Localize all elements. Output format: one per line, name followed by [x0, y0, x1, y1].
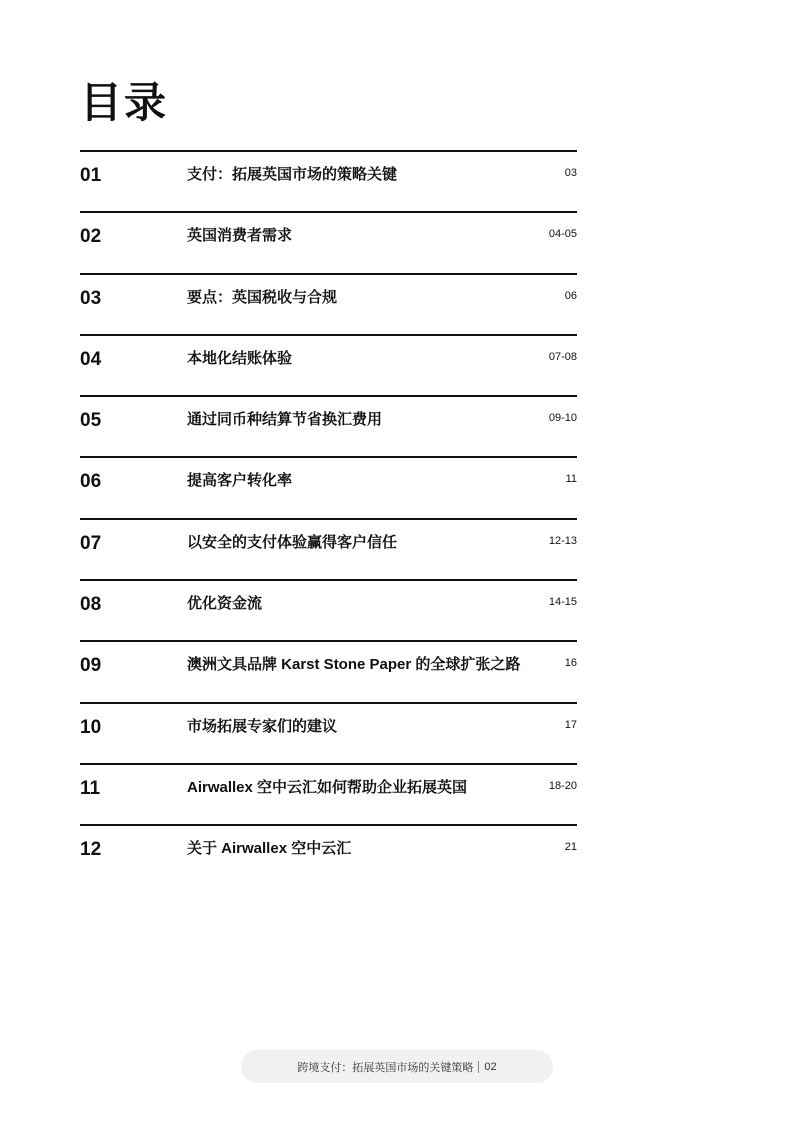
toc-item-page: 18-20 — [548, 779, 577, 792]
toc-item-page: 04-05 — [548, 228, 577, 241]
toc-item-10[interactable] — [80, 702, 577, 763]
toc-item-number: 10 — [80, 716, 102, 738]
toc-item-number: 04 — [80, 348, 102, 370]
toc-item-label[interactable]: 要点：英国税收与合规 — [187, 288, 338, 306]
footer-badge — [241, 1050, 553, 1083]
toc-item-label[interactable]: 通过同币种结算节省换汇费用 — [187, 411, 383, 429]
toc-item-number: 02 — [80, 226, 102, 248]
toc-item-page: 03 — [564, 167, 577, 179]
toc-item-label[interactable]: 提高客户转化率 — [187, 472, 293, 490]
table-of-contents — [80, 150, 577, 886]
toc-item-label[interactable]: 市场拓展专家们的建议 — [187, 717, 338, 735]
footer-doc-title: 跨境支付：拓展英国市场的关键策略 — [297, 1061, 474, 1074]
toc-item-number: 09 — [80, 655, 102, 677]
toc-item-01[interactable] — [80, 150, 577, 211]
toc-item-page: 14-15 — [548, 596, 577, 609]
toc-item-label[interactable]: 关于 Airwallex 空中云汇 — [187, 840, 352, 858]
toc-item-06[interactable] — [80, 456, 577, 517]
toc-item-page: 06 — [564, 289, 577, 302]
toc-item-page: 17 — [564, 718, 577, 731]
toc-item-07[interactable] — [80, 518, 577, 579]
footer-divider — [478, 1061, 479, 1073]
toc-item-number: 01 — [80, 165, 102, 186]
toc-item-11[interactable] — [80, 763, 577, 824]
toc-item-number: 08 — [80, 594, 102, 616]
toc-item-number: 05 — [80, 410, 102, 432]
toc-item-page: 16 — [564, 657, 577, 670]
toc-item-12[interactable] — [80, 824, 577, 885]
toc-item-05[interactable] — [80, 395, 577, 456]
toc-item-04[interactable] — [80, 334, 577, 395]
toc-item-label[interactable]: 英国消费者需求 — [187, 227, 293, 245]
toc-item-number: 06 — [80, 471, 102, 493]
toc-item-number: 03 — [80, 287, 102, 309]
toc-item-page: 12-13 — [548, 534, 577, 547]
page-title: 目录 — [80, 79, 169, 126]
toc-item-number: 11 — [80, 777, 101, 799]
toc-item-number: 07 — [80, 532, 102, 554]
toc-item-08[interactable] — [80, 579, 577, 640]
toc-item-page: 11 — [565, 473, 577, 486]
toc-item-label[interactable]: Airwallex 空中云汇如何帮助企业拓展英国 — [187, 778, 468, 796]
toc-item-page: 21 — [564, 841, 577, 854]
toc-item-number: 12 — [80, 839, 102, 861]
toc-item-page: 07-08 — [548, 350, 577, 363]
toc-item-label[interactable]: 本地化结账体验 — [187, 349, 293, 367]
toc-item-09[interactable] — [80, 640, 577, 701]
toc-item-page: 09-10 — [548, 412, 577, 425]
toc-item-label[interactable]: 优化资金流 — [187, 595, 263, 613]
toc-item-02[interactable] — [80, 211, 577, 272]
toc-item-label[interactable]: 支付：拓展英国市场的策略关键 — [187, 166, 398, 183]
footer-page-number: 02 — [484, 1060, 497, 1073]
toc-item-03[interactable] — [80, 273, 577, 334]
toc-item-label[interactable]: 以安全的支付体验赢得客户信任 — [187, 533, 398, 551]
toc-item-label[interactable]: 澳洲文具品牌 Karst Stone Paper 的全球扩张之路 — [187, 656, 521, 674]
